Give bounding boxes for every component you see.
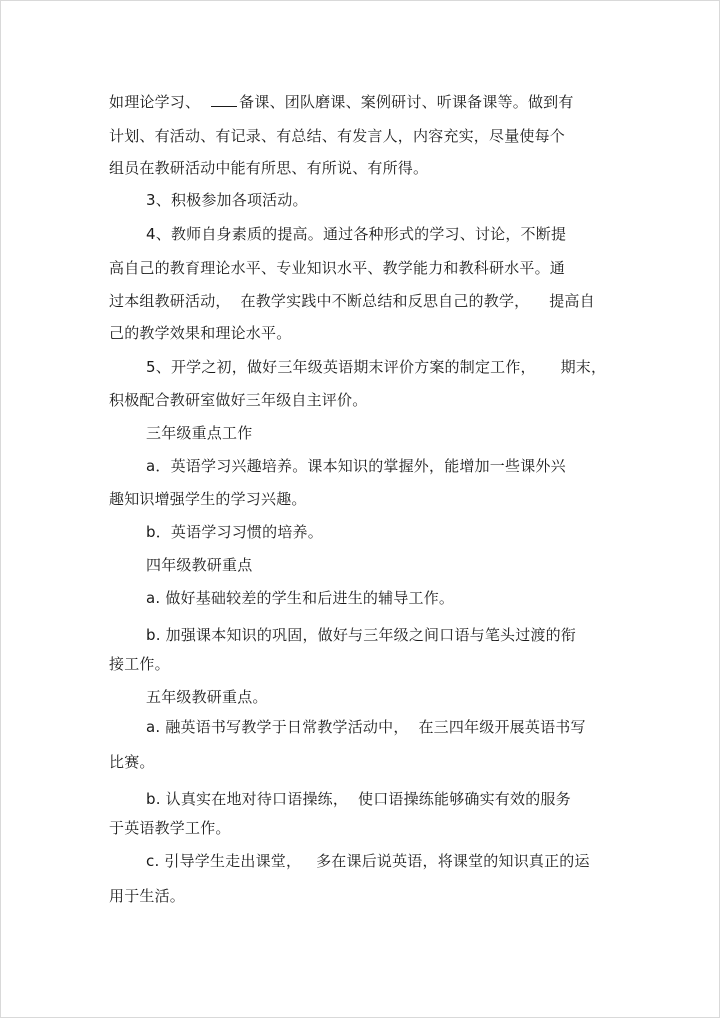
text-line: b. 认真实在地对待口语操练， 使口语操练能够确实有效的服务 (146, 790, 571, 808)
text-line: a. 融英语书写教学于日常教学活动中， 在三四年级开展英语书写 (146, 718, 586, 736)
text-line: 用于生活。 (109, 887, 186, 905)
text-line: c. 引导学生走出课堂， 多在课后说英语，将课堂的知识真正的运 (146, 852, 590, 870)
text-line: 5、开学之初，做好三年级英语期末评价方案的制定工作， 期末， (146, 358, 607, 376)
text-line: 3、积极参加各项活动。 (146, 191, 308, 209)
text-line: 接工作。 (109, 655, 170, 673)
fill-in-blank (211, 92, 237, 107)
text-line: 积极配合教研室做好三年级自主评价。 (109, 391, 368, 409)
text-line: a. 做好基础较差的学生和后进生的辅导工作。 (146, 589, 455, 607)
text-line: b．英语学习习惯的培养。 (146, 523, 323, 541)
text-line: 计划、有活动、有记录、有总结、有发言人，内容充实，尽量使每个 (109, 127, 566, 145)
section-heading: 四年级教研重点 (146, 556, 253, 574)
text-segment: 备课、团队磨课、案例研讨、听课备课等。做到有 (239, 93, 574, 111)
text-line: 高自己的教育理论水平、专业知识水平、教学能力和教科研水平。通 (109, 259, 566, 277)
text-segment: 如理论学习、 (109, 93, 206, 111)
text-line: 比赛。 (109, 753, 155, 771)
text-line: 于英语教学工作。 (109, 819, 231, 837)
section-heading: 五年级教研重点。 (146, 688, 268, 706)
text-line: 组员在教研活动中能有所思、有所说、有所得。 (109, 159, 429, 177)
text-line: 趣知识增强学生的学习兴趣。 (109, 490, 307, 508)
text-line: 过本组教研活动， 在教学实践中不断总结和反思自己的教学， 提高自 (109, 292, 595, 310)
section-heading: 三年级重点工作 (146, 424, 253, 442)
text-line (109, 92, 574, 112)
text-line: 己的教学效果和理论水平。 (109, 324, 292, 342)
text-line: a．英语学习兴趣培养。课本知识的掌握外，能增加一些课外兴 (146, 457, 566, 475)
text-line: 4、教师自身素质的提高。通过各种形式的学习、讨论，不断提 (146, 225, 567, 243)
text-line: b. 加强课本知识的巩固，做好与三年级之间口语与笔头过渡的衔 (146, 626, 577, 644)
